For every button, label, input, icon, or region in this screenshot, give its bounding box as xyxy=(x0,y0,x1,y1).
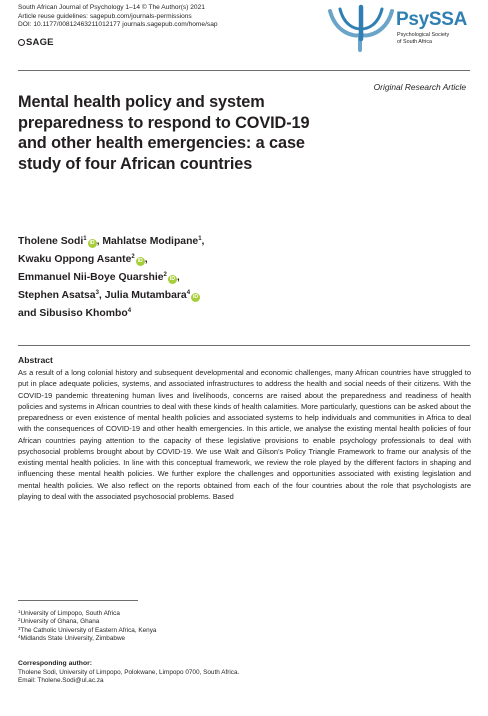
corresponding-author-block xyxy=(18,660,239,686)
society-logo xyxy=(326,3,466,53)
reuse-guidelines-line: Article reuse guidelines: sagepub.com/journals-permissions xyxy=(18,12,192,20)
author-name: and Sibusiso Khombo xyxy=(18,308,128,319)
orcid-icon[interactable]: iD xyxy=(169,276,175,282)
header-rule xyxy=(18,70,470,71)
journal-citation-line: South African Journal of Psychology 1–14 © The Author(s) 2021 xyxy=(18,4,205,11)
author-line xyxy=(18,305,318,323)
society-tagline-line-1: Psychological Society xyxy=(397,32,450,38)
author-name: Emmanuel Nii-Boye Quarshie xyxy=(18,272,164,283)
society-name: PsySSA xyxy=(396,9,468,30)
affiliation-marker: 4 xyxy=(18,634,21,640)
affiliation-marker: 2 xyxy=(18,617,21,623)
corresponding-author-address: Tholene Sodi, University of Limpopo, Polokwane, Limpopo 0700, South Africa. xyxy=(18,668,240,676)
author-affiliation-marker: 1 xyxy=(198,236,202,242)
author-separator: , xyxy=(144,254,148,265)
affiliation-item xyxy=(18,635,157,643)
orcid-icon[interactable]: iD xyxy=(137,258,143,264)
abstract-body: As a result of a long colonial history and subsequent developmental and economic challenges, many African countries have struggled to put in place adequate policies, systems, and associated infrastructures to address the health and social needs of their citizens. With the COVID-19 pandemic threatening human lives and livelihoods, concerns are raised about the preparedness and readiness of health policies and systems in African countries to deal with these kinds of health calamities. More particularly, questions can be asked about the preparedness or even existence of mental health policies and associated systems to help individuals and communities in Africa to deal with the consequences of COVID-19 and other health emergencies. In this article, we analyse the existing mental health policies of four African countries paying attention to the capacity of these legislative provisions to enable psychology professionals to deal with psychosocial problems brought about by COVID-19. We use Walt and Gilson’s Policy Triangle Framework to frame our analysis of the existing mental health policies. In line with this conceptual framework, we review the role played by the different factors in shaping and influencing these mental health policies. We further explore the challenges and opportunities associated with existing legislation and mental health policies. We also reflect on the reports obtained from each of the four countries about the role that psychologists are playing to deal with the associated psychosocial problems. Based xyxy=(18,368,471,501)
author-affiliation-marker: 4 xyxy=(186,290,191,296)
corresponding-author-heading: Corresponding author: xyxy=(18,660,93,667)
article-type: Original Research Article xyxy=(373,82,466,92)
affiliation-list xyxy=(18,610,157,644)
author-separator: , xyxy=(201,236,205,247)
author-line xyxy=(18,287,318,305)
author-affiliation-marker: 4 xyxy=(127,308,132,314)
publisher-logo xyxy=(18,37,54,48)
affiliation-text: The Catholic University of Eastern Africa, Kenya xyxy=(20,626,157,634)
affiliation-item xyxy=(18,618,157,626)
orcid-icon[interactable]: iD xyxy=(192,294,199,300)
society-tagline-line-2: of South Africa xyxy=(397,38,433,45)
author-name: Mahlatse Modipane xyxy=(102,236,199,247)
psi-emblem-icon xyxy=(326,3,398,53)
author-name: Tholene Sodi xyxy=(18,236,84,247)
affiliation-marker: 1 xyxy=(18,609,21,614)
author-line xyxy=(18,251,318,269)
orcid-icon[interactable]: iD xyxy=(89,240,95,246)
corresponding-author-email[interactable]: Email: Tholene.Sodi@ul.ac.za xyxy=(18,677,104,685)
footnote-rule xyxy=(18,600,138,601)
author-line xyxy=(18,269,318,287)
affiliation-marker: 3 xyxy=(18,625,21,631)
affiliation-text: Midlands State University, Zimbabwe xyxy=(20,635,126,643)
author-separator: , xyxy=(176,272,180,283)
society-tagline xyxy=(397,32,449,45)
author-separator: , xyxy=(98,290,105,301)
affiliation-text: University of Ghana, Ghana xyxy=(20,618,100,626)
author-name: Kwaku Oppong Asante xyxy=(18,254,132,265)
affiliation-text: University of Limpopo, South Africa xyxy=(20,610,120,617)
author-name: Stephen Asatsa xyxy=(18,290,96,301)
article-title: Mental health policy and system preparedness to respond to COVID-19 and other health emergencies: a case study of four African countries xyxy=(18,93,310,174)
author-separator: , xyxy=(96,236,103,247)
author-affiliation-marker: 2 xyxy=(131,254,135,260)
affiliation-item xyxy=(18,627,157,635)
doi-line: DOI: 10.1177/00812463211012177 journals.sagepub.com/home/sap xyxy=(18,21,218,29)
author-name: Julia Mutambara xyxy=(104,290,187,301)
publisher-ring-icon xyxy=(18,39,25,46)
abstract-heading: Abstract xyxy=(18,355,53,365)
author-affiliation-marker: 3 xyxy=(95,290,99,296)
author-list xyxy=(18,233,318,323)
author-line xyxy=(18,233,318,251)
publisher-name: SAGE xyxy=(26,37,54,48)
author-affiliation-marker: 2 xyxy=(163,272,167,278)
author-affiliation-marker: 1 xyxy=(83,236,87,242)
abstract-top-rule xyxy=(18,345,470,346)
